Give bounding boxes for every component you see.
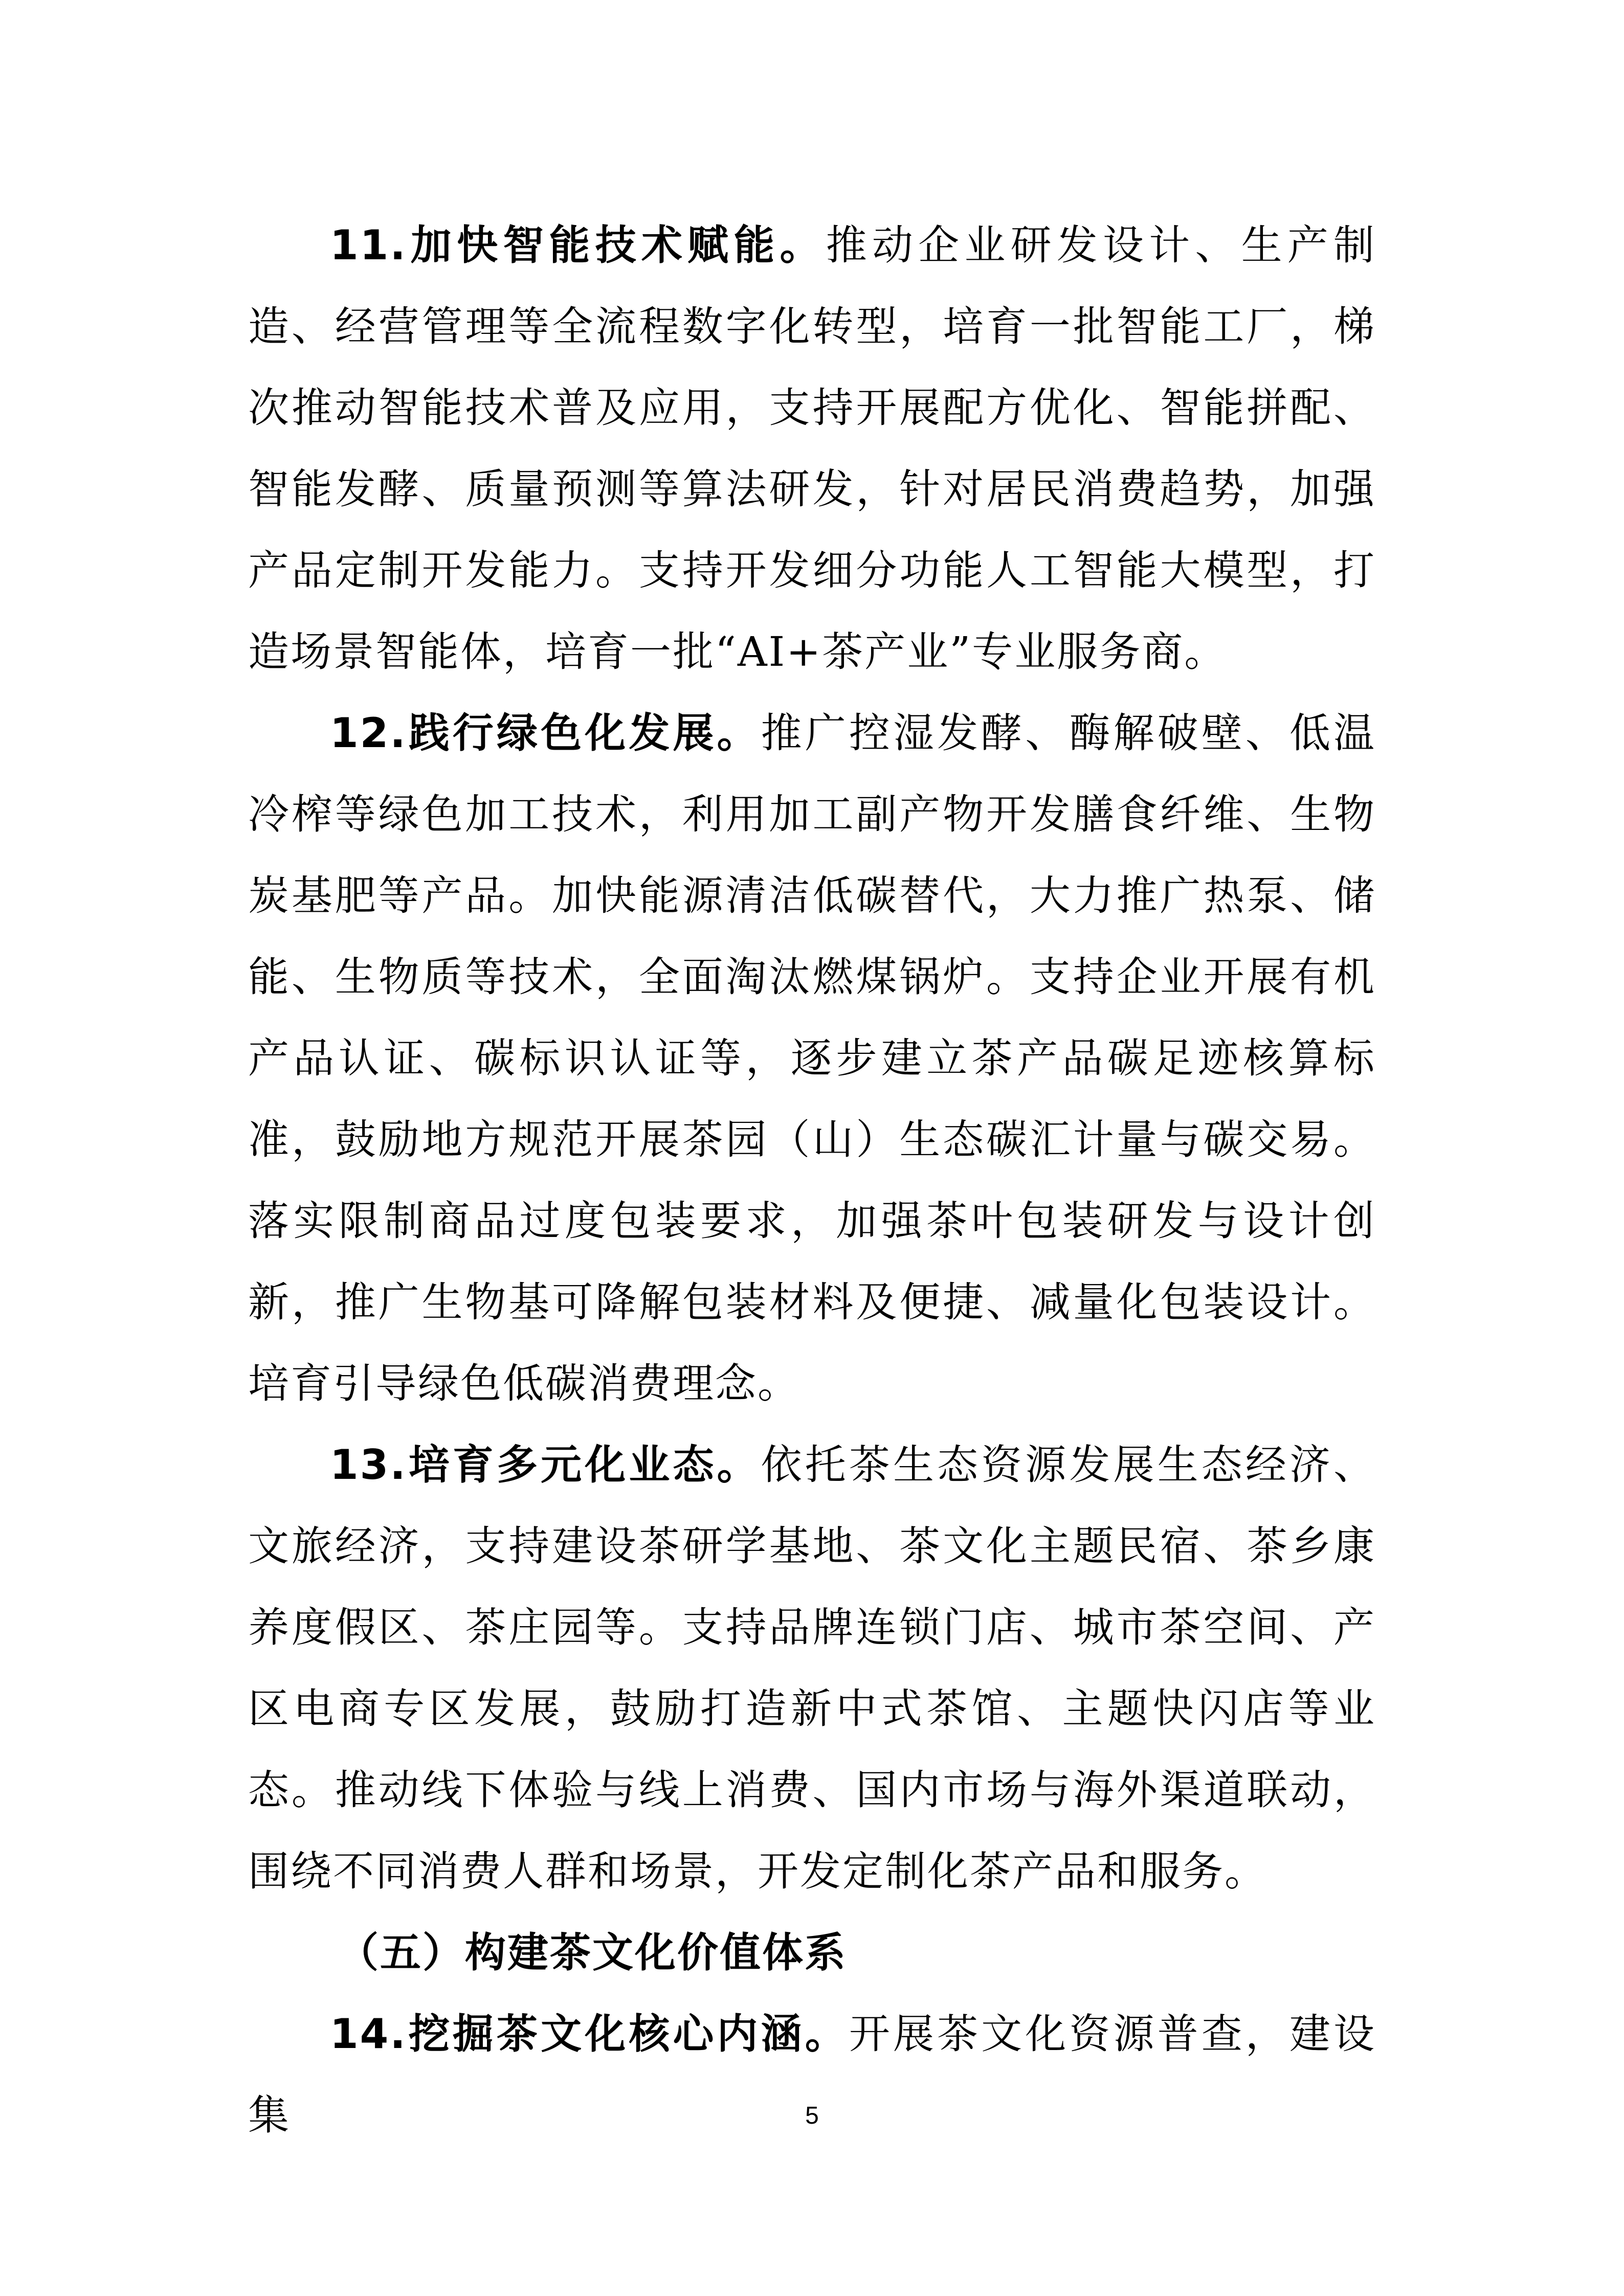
page-number: 5 <box>805 2102 819 2129</box>
paragraph-body: 推广控湿发酵、酶解破壁、低温冷榨等绿色加工技术，利用加工副产物开发膳食纤维、生物炭基肥等产品。加快能源清洁低碳替代，大力推广热泵、储能、生物质等技术，全面淘汰燃煤锅炉。支持企业开展有机产品认证、碳标识认证等，逐步建立茶产品碳足迹核算标准，鼓励地方规范开展茶园（山）生态碳汇计量与碳交易。落实限制商品过度包装要求，加强茶叶包装研发与设计创新，推广生物基可降解包装材料及便捷、减量化包装设计。培育引导绿色低碳消费理念。 <box>248 709 1376 1407</box>
section-heading: （五）构建茶文化价值体系 <box>338 1929 847 1976</box>
paragraph-lead: 11.加快智能技术赋能。 <box>330 221 826 269</box>
paragraph-11 <box>248 205 1376 692</box>
paragraph-body: 推动企业研发设计、生产制造、经营管理等全流程数字化转型，培育一批智能工厂，梯次推动智能技术普及应用，支持开展配方优化、智能拼配、智能发酵、质量预测等算法研发，针对居民消费趋势，加强产品定制开发能力。支持开发细分功能人工智能大模型，打造场景智能体，培育一批“AI+茶产业”专业服务商。 <box>248 221 1376 676</box>
paragraph-lead: 12.践行绿色化发展。 <box>330 709 761 757</box>
paragraph-12 <box>248 692 1376 1424</box>
paragraph-14 <box>248 1993 1376 2156</box>
paragraph-body: 依托茶生态资源发展生态经济、文旅经济，支持建设茶研学基地、茶文化主题民宿、茶乡康养度假区、茶庄园等。支持品牌连锁门店、城市茶空间、产区电商专区发展，鼓励打造新中式茶馆、主题快闪店等业态。推动线下体验与线上消费、国内市场与海外渠道联动，围绕不同消费人群和场景，开发定制化茶产品和服务。 <box>248 1441 1376 1895</box>
document-page <box>248 205 1376 2156</box>
paragraph-lead: 14.挖掘茶文化核心内涵。 <box>330 2010 849 2058</box>
paragraph-body: 开展茶文化资源普查，建设集 <box>248 2010 1376 2139</box>
paragraph-13 <box>248 1424 1376 1912</box>
paragraph-lead: 13.培育多元化业态。 <box>330 1441 761 1489</box>
